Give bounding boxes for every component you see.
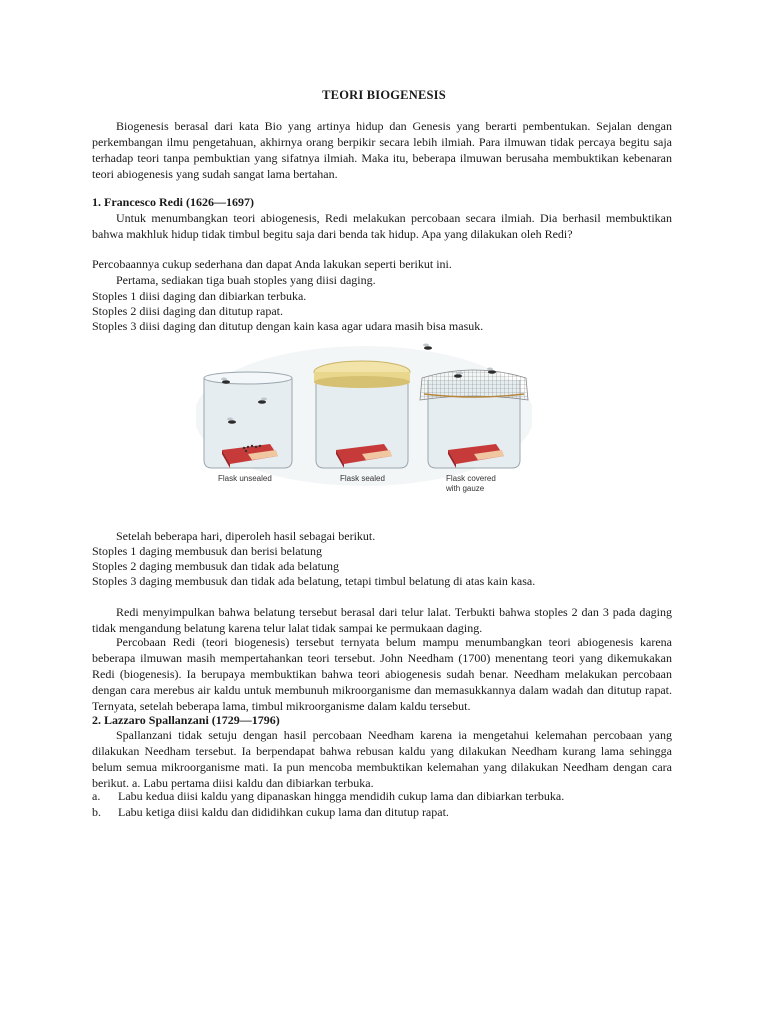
needham-paragraph: Percobaan Redi (teori biogenesis) tersebut ternyata belum mampu menumbangkan teori abiogenesis karena beberapa ilmuwan masih mempertahankan teori tersebut. John Needham (1700) menentang teori yang dikemukakan Redi (biogenesis). Ia berupaya membuktikan bahwa teori abiogenesis sudah benar. Needham melakukan percobaan dengan cara merebus air kaldu untuk membunuh mikroorganisme dan memasukkannya dalam wadah dan ditutup rapat. Ternyata, setelah beberapa lama, timbul mikroorganisme dalam kaldu tersebut. xyxy=(92,635,672,713)
flask-label-3a: Flask covered xyxy=(446,474,496,483)
flask-unsealed xyxy=(204,372,292,468)
spallanzani-paragraph: Spallanzani tidak setuju dengan hasil percobaan Needham karena ia mengetahui kelemahan percobaan yang dilakukan Needham tersebut. Ia berpendapat bahwa rebusan kaldu yang dilakukan Needham kurang lama sehingga belum semua mikroorganisme mati. Ia pun mencoba membuktikan kelemahan yang dilakukan Needham dengan cara berikut. a. Labu pertama diisi kaldu dan dibiarkan terbuka. xyxy=(92,728,672,790)
redi-paragraph-2: Percobaannya cukup sederhana dan dapat Anda lakukan seperti berikut ini. xyxy=(92,257,452,271)
list-marker: a. xyxy=(92,789,101,803)
intro-paragraph: Biogenesis berasal dari kata Bio yang artinya hidup dan Genesis yang berarti pembentukan. Sejalan dengan perkembangan ilmu pengetahuan, akhirnya orang berpikir secara lebih ilmiah. Para ilmuwan tidak percaya begitu saja terhadap teori tanpa pembuktian yang sifatnya ilmiah. Maka itu, beberapa ilmuwan berusaha membuktikan kebenaran teori abiogenesis yang sudah sangat lama bertahan. xyxy=(92,119,672,181)
flask-covered-gauze xyxy=(420,368,528,469)
result-stoples-2: Stoples 2 daging membusuk dan tidak ada belatung xyxy=(92,559,339,573)
flask-label-2: Flask sealed xyxy=(340,474,385,483)
section2-heading: 2. Lazzaro Spallanzani (1729—1796) xyxy=(92,713,280,727)
result-stoples-3: Stoples 3 daging membusuk dan tidak ada belatung, tetapi timbul belatung di atas kain kasa. xyxy=(92,574,536,588)
page-title: TEORI BIOGENESIS xyxy=(322,88,446,102)
redi-conclusion: Redi menyimpulkan bahwa belatung tersebut berasal dari telur lalat. Terbukti bahwa stoples 2 dan 3 pada daging tidak mengandung belatung karena telur lalat tidak sampai ke permukaan daging. xyxy=(92,605,672,635)
list-item xyxy=(92,788,672,804)
redi-experiment-figure xyxy=(196,336,532,498)
section1-heading: 1. Francesco Redi (1626—1697) xyxy=(92,195,254,209)
list-marker: b. xyxy=(92,805,101,819)
list-item xyxy=(92,804,672,820)
flask-label-1: Flask unsealed xyxy=(218,474,272,483)
stoples-1-setup: Stoples 1 diisi daging dan dibiarkan terbuka. xyxy=(92,289,307,303)
list-item-text: Labu ketiga diisi kaldu dan dididihkan cukup lama dan ditutup rapat. xyxy=(118,805,449,819)
redi-paragraph-1: Untuk menumbangkan teori abiogenesis, Redi melakukan percobaan secara ilmiah. Dia berhasil membuktikan bahwa makhluk hidup tidak timbul begitu saja dari benda tak hidup. Apa yang dilakukan oleh Redi? xyxy=(92,211,672,241)
flask-label-3b: with gauze xyxy=(446,484,485,493)
stoples-3-setup: Stoples 3 diisi daging dan ditutup dengan kain kasa agar udara masih bisa masuk. xyxy=(92,319,484,333)
list-item-text: Labu kedua diisi kaldu yang dipanaskan hingga mendidih cukup lama dan dibiarkan terbuka. xyxy=(118,789,565,803)
result-stoples-1: Stoples 1 daging membusuk dan berisi belatung xyxy=(92,544,322,558)
redi-paragraph-3: Pertama, sediakan tiga buah stoples yang diisi daging. xyxy=(116,273,376,287)
stoples-2-setup: Stoples 2 diisi daging dan ditutup rapat. xyxy=(92,304,283,318)
result-intro: Setelah beberapa hari, diperoleh hasil sebagai berikut. xyxy=(116,529,376,543)
